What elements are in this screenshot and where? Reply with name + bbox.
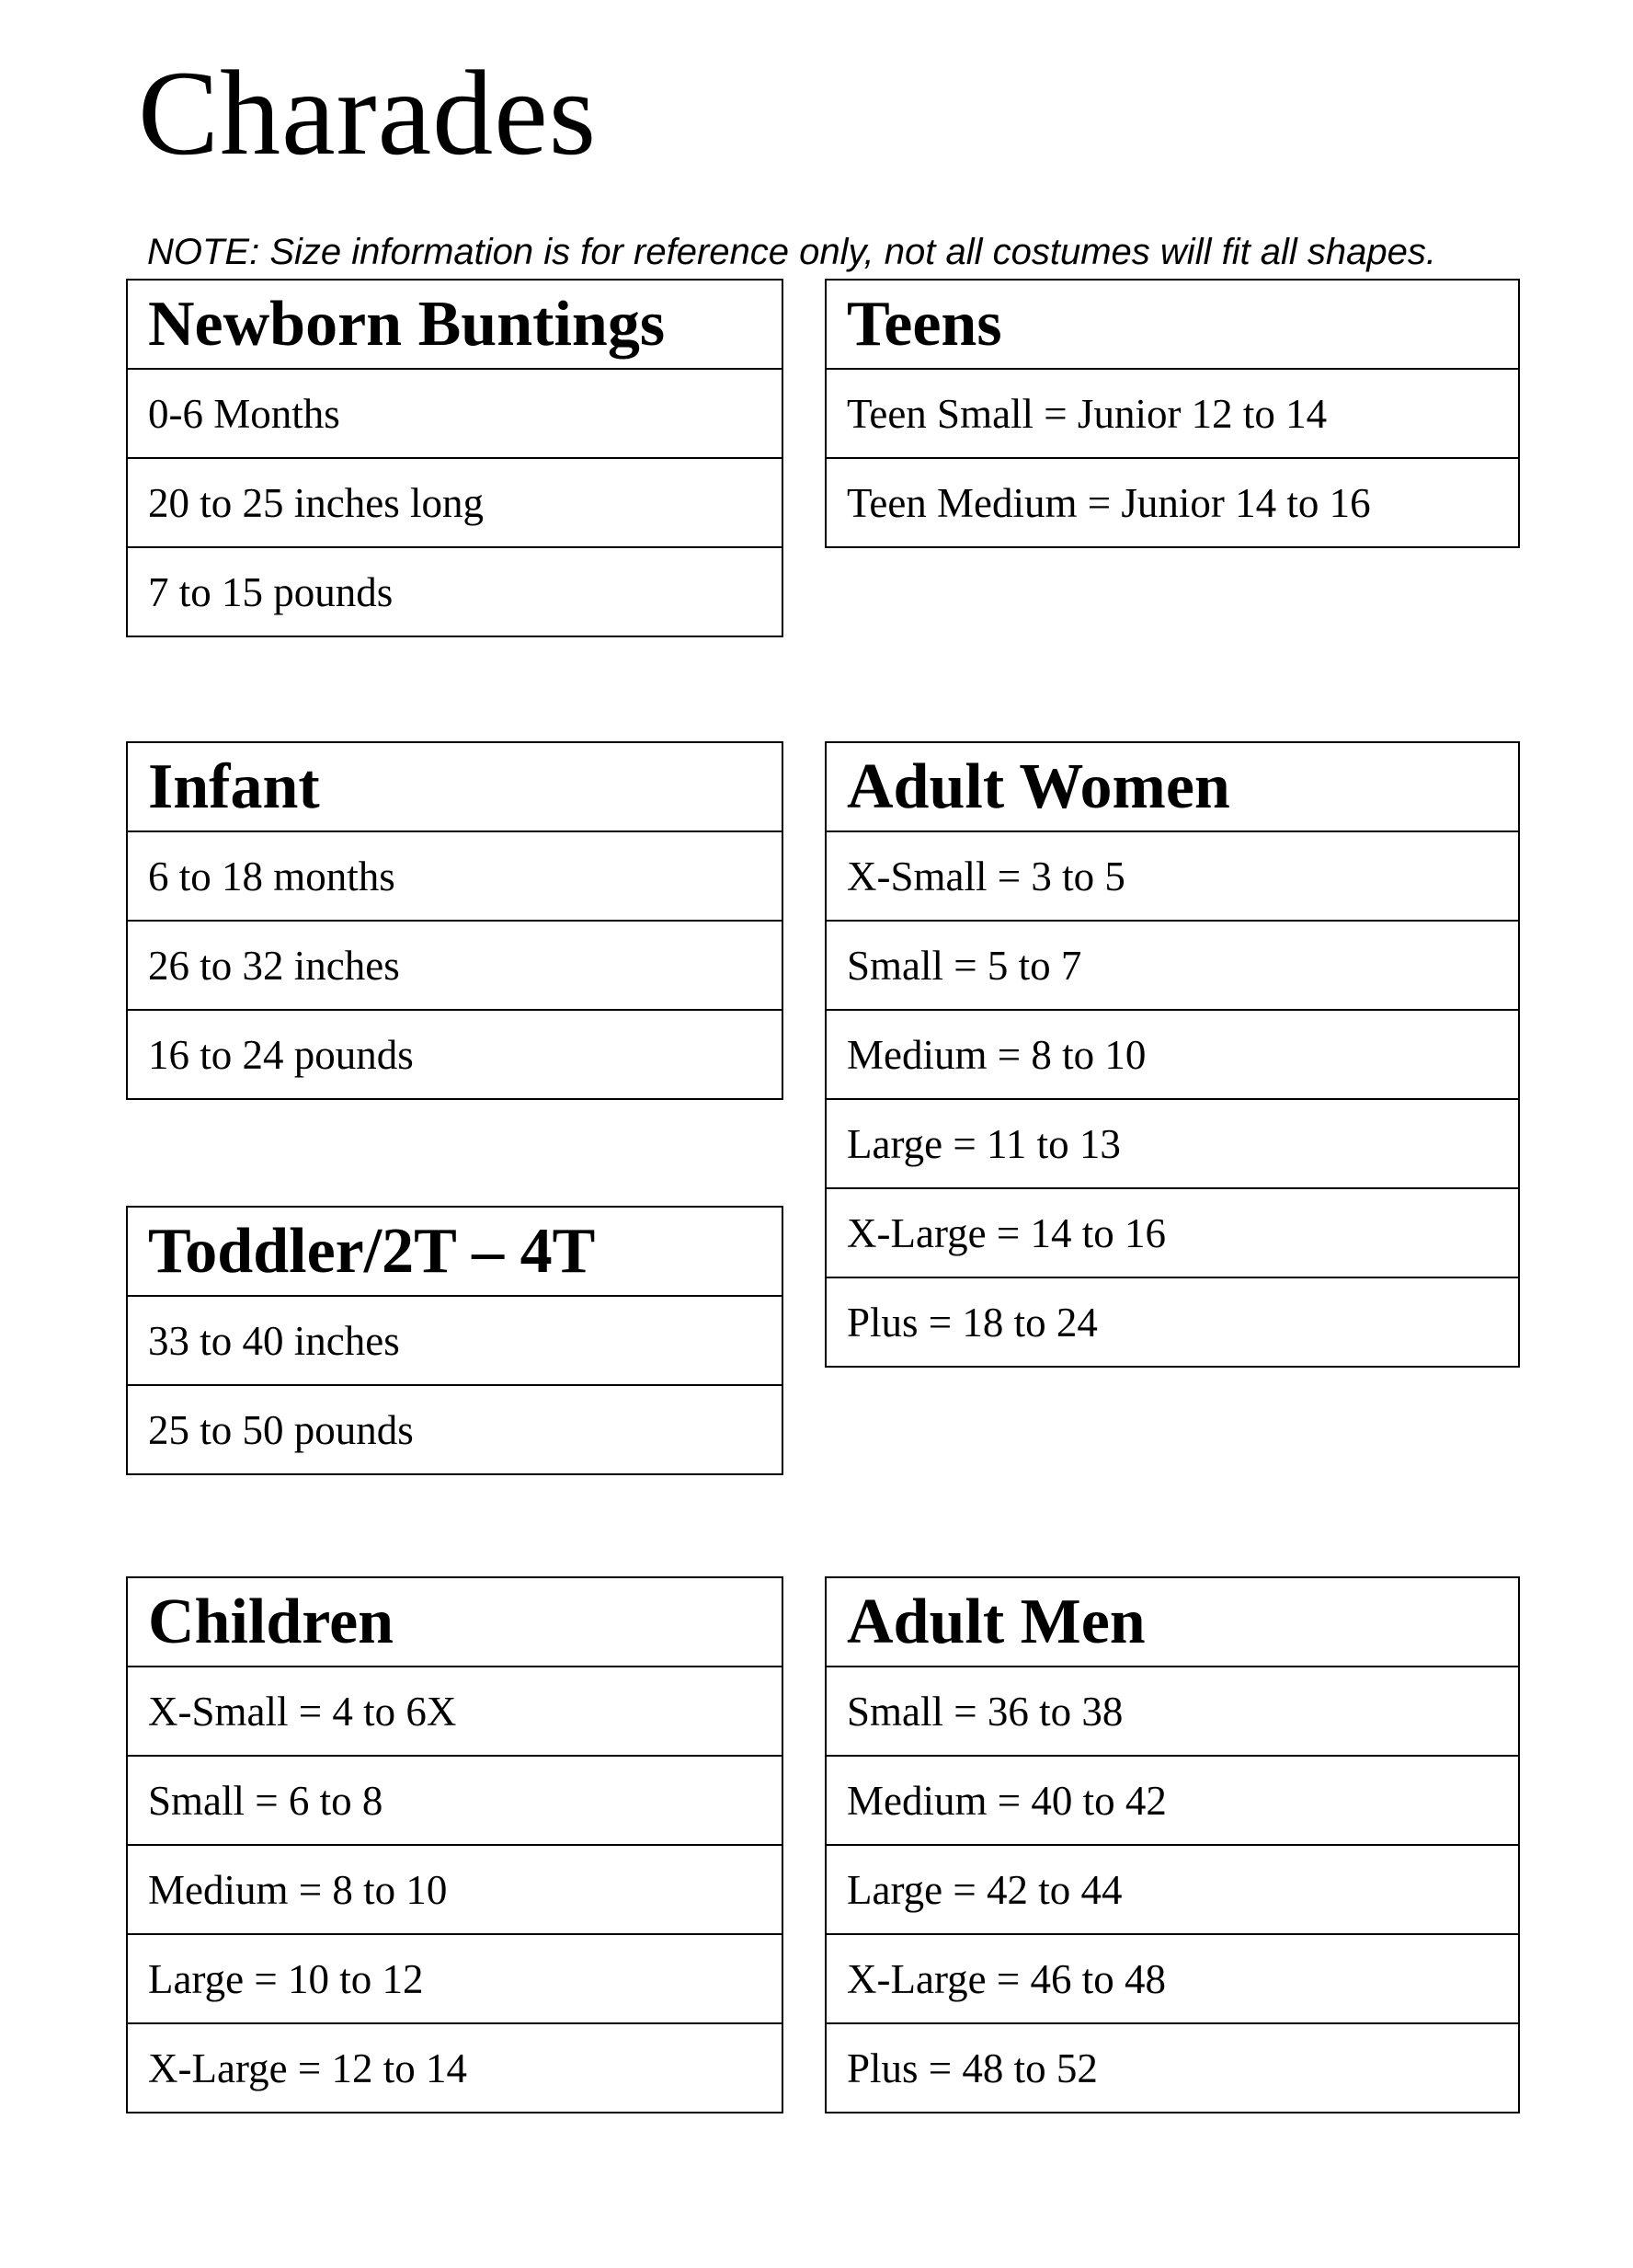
table-row: Large = 11 to 13 — [826, 1099, 1519, 1188]
table-row: Medium = 8 to 10 — [826, 1010, 1519, 1099]
table-row: Small = 36 to 38 — [826, 1667, 1519, 1756]
table-heading: Toddler/2T – 4T — [127, 1207, 782, 1296]
infant-table — [126, 741, 783, 1100]
table-row: 25 to 50 pounds — [127, 1385, 782, 1474]
table-row: 16 to 24 pounds — [127, 1010, 782, 1099]
table-heading: Adult Men — [826, 1577, 1519, 1667]
table-row: 26 to 32 inches — [127, 921, 782, 1010]
teens-table — [825, 279, 1520, 548]
table-heading: Newborn Buntings — [127, 280, 782, 369]
table-row: Large = 42 to 44 — [826, 1845, 1519, 1934]
table-row: X-Small = 3 to 5 — [826, 831, 1519, 921]
table-row: X-Large = 12 to 14 — [127, 2023, 782, 2113]
table-heading: Children — [127, 1577, 782, 1667]
size-note: NOTE: Size information is for reference only, not all costumes will fit all shapes. — [147, 232, 1437, 272]
table-row: Small = 6 to 8 — [127, 1756, 782, 1845]
toddler-table — [126, 1206, 783, 1475]
table-row: Medium = 40 to 42 — [826, 1756, 1519, 1845]
table-row: 0-6 Months — [127, 369, 782, 458]
adult-men-table — [825, 1576, 1520, 2113]
newborn-buntings-table — [126, 279, 783, 637]
children-table — [126, 1576, 783, 2113]
table-heading: Teens — [826, 280, 1519, 369]
table-row: X-Large = 14 to 16 — [826, 1188, 1519, 1277]
table-row: Large = 10 to 12 — [127, 1934, 782, 2023]
table-row: 6 to 18 months — [127, 831, 782, 921]
table-heading: Adult Women — [826, 742, 1519, 831]
table-row: Plus = 18 to 24 — [826, 1277, 1519, 1367]
table-row: X-Large = 46 to 48 — [826, 1934, 1519, 2023]
table-heading: Infant — [127, 742, 782, 831]
adult-women-table — [825, 741, 1520, 1368]
table-row: Teen Small = Junior 12 to 14 — [826, 369, 1519, 458]
table-row: Plus = 48 to 52 — [826, 2023, 1519, 2113]
table-row: X-Small = 4 to 6X — [127, 1667, 782, 1756]
table-row: 20 to 25 inches long — [127, 458, 782, 547]
table-row: Small = 5 to 7 — [826, 921, 1519, 1010]
table-row: 7 to 15 pounds — [127, 547, 782, 636]
table-row: Medium = 8 to 10 — [127, 1845, 782, 1934]
table-row: 33 to 40 inches — [127, 1296, 782, 1385]
table-row: Teen Medium = Junior 14 to 16 — [826, 458, 1519, 547]
page-title: Charades — [138, 45, 598, 180]
